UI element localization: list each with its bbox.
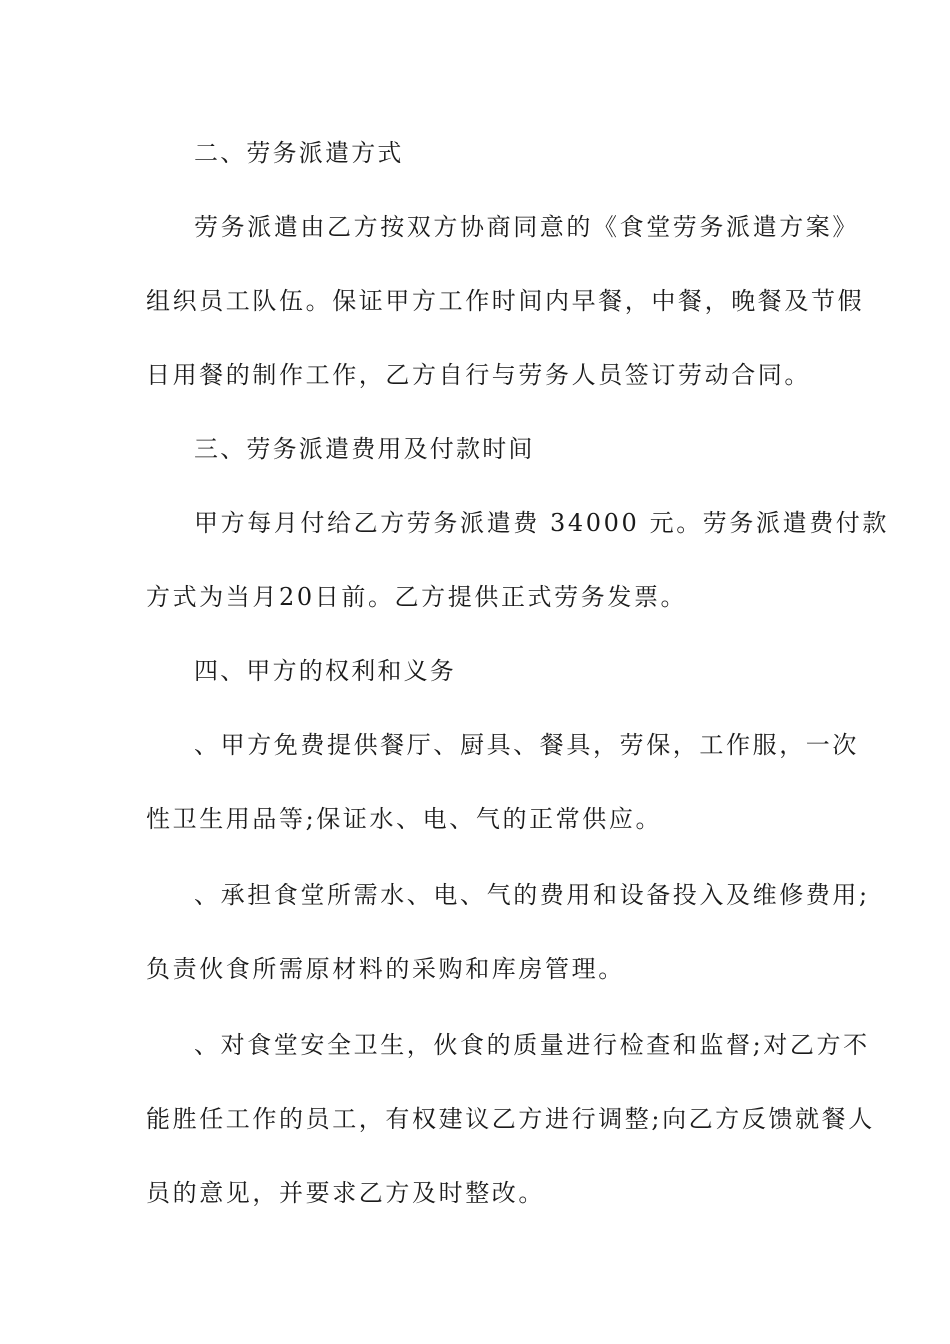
paragraph-line: 劳务派遣由乙方按双方协商同意的《食堂劳务派遣方案》 — [194, 213, 859, 241]
paragraph-line: 员的意见，并要求乙方及时整改。 — [146, 1179, 545, 1207]
paragraph-line: 负责伙食所需原材料的采购和库房管理。 — [146, 955, 625, 983]
paragraph-line: 、对食堂安全卫生，伙食的质量进行检查和监督;对乙方不 — [194, 1031, 870, 1059]
paragraph-line: 能胜任工作的员工，有权建议乙方进行调整;向乙方反馈就餐人 — [146, 1105, 875, 1133]
paragraph-line: 日用餐的制作工作，乙方自行与劳务人员签订劳动合同。 — [146, 361, 811, 389]
paragraph-line: 、甲方免费提供餐厅、厨具、餐具，劳保，工作服，一次 — [194, 731, 859, 759]
paragraph-line: 组织员工队伍。保证甲方工作时间内早餐，中餐，晚餐及节假 — [146, 287, 865, 315]
paragraph-line: 性卫生用品等;保证水、电、气的正常供应。 — [146, 805, 663, 833]
section-heading-4: 四、甲方的权利和义务 — [194, 657, 456, 685]
paragraph-line: 甲方每月付给乙方劳务派遣费 34000 元。劳务派遣费付款 — [194, 509, 890, 537]
paragraph-line: 方式为当月20日前。乙方提供正式劳务发票。 — [146, 583, 688, 611]
section-heading-2: 二、劳务派遣方式 — [194, 139, 404, 167]
paragraph-line: 、承担食堂所需水、电、气的费用和设备投入及维修费用; — [194, 881, 870, 909]
section-heading-3: 三、劳务派遣费用及付款时间 — [194, 435, 535, 463]
